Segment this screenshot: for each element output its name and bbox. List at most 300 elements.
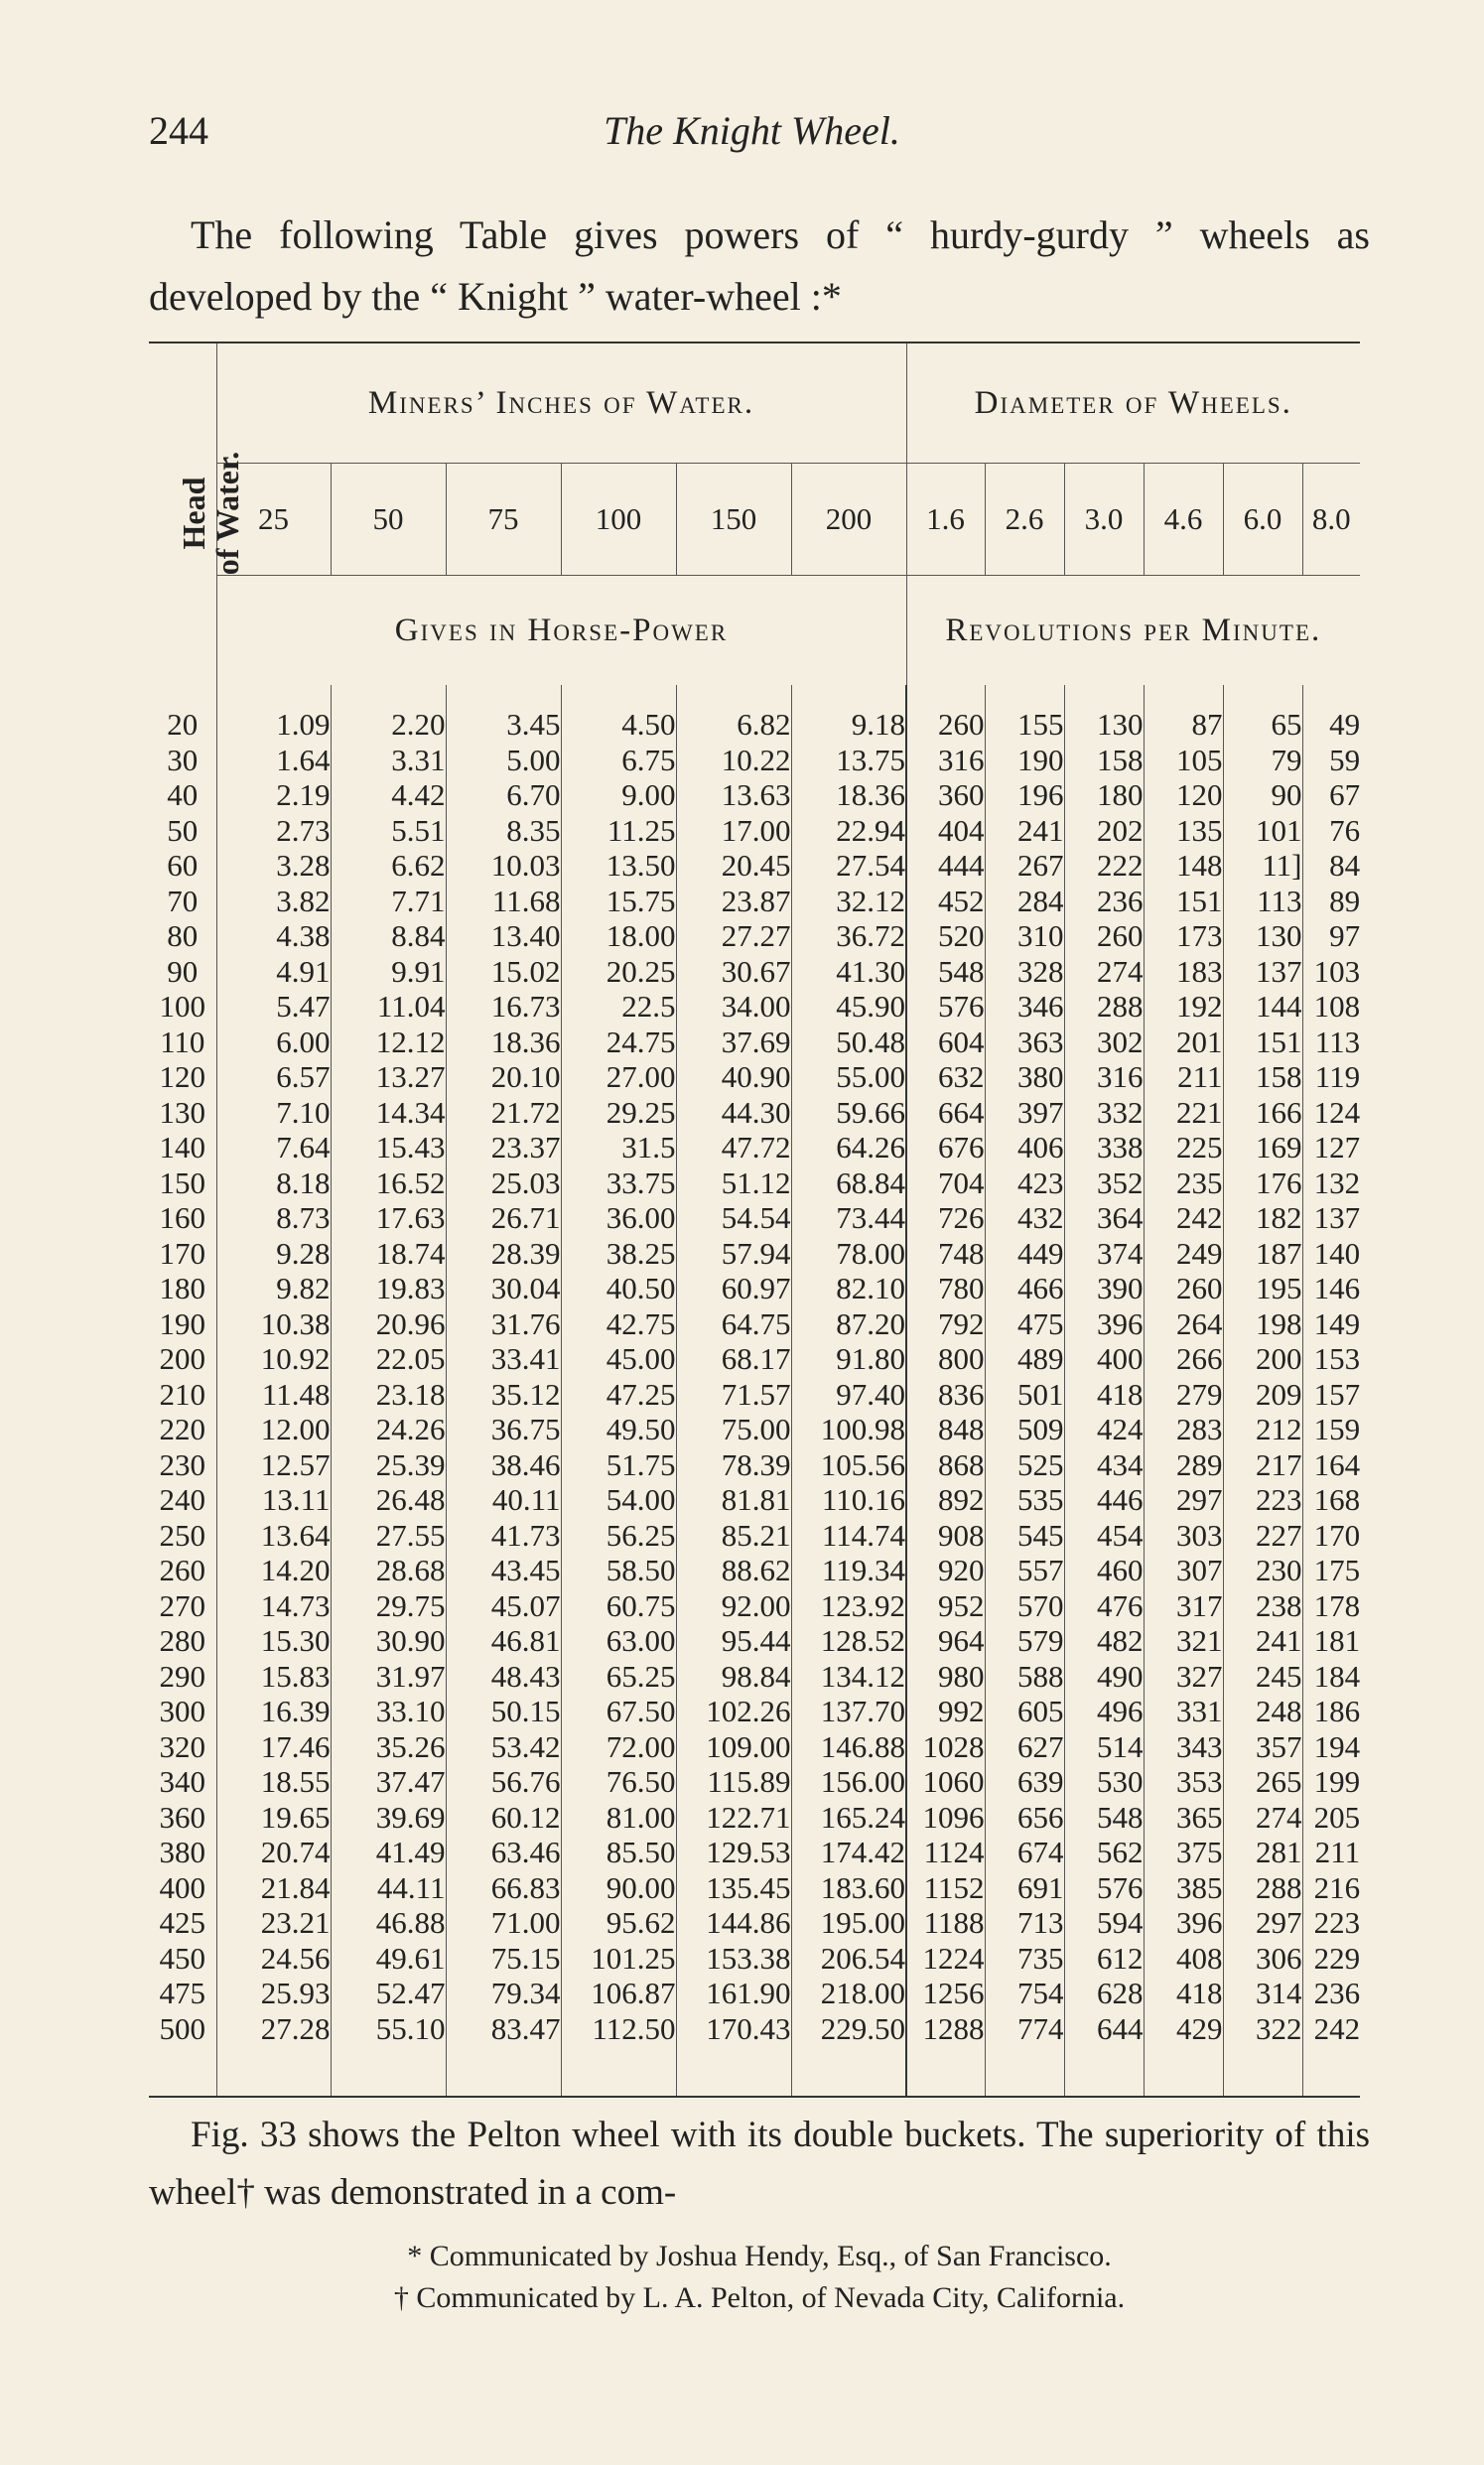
horse-power-cell: 16.52 [331, 1165, 446, 1201]
table-row [149, 989, 1360, 1025]
revolutions-cell: 201 [1144, 1025, 1223, 1060]
revolutions-cell: 332 [1064, 1095, 1144, 1131]
horse-power-cell: 134.12 [791, 1659, 906, 1695]
revolutions-cell: 157 [1302, 1377, 1360, 1413]
head-of-water-label: Head of Water. [176, 451, 246, 576]
horse-power-cell: 33.75 [561, 1165, 676, 1201]
horse-power-cell: 22.5 [561, 989, 676, 1025]
revolutions-cell: 11] [1223, 848, 1302, 884]
head-cell-value: 200 [159, 1341, 205, 1376]
horse-power-cell: 6.82 [676, 685, 791, 743]
horse-power-cell: 109.00 [676, 1729, 791, 1765]
table-row [149, 918, 1360, 954]
horse-power-cell: 10.38 [216, 1306, 331, 1342]
revolutions-cell: 691 [985, 1870, 1064, 1906]
diameter-col-3-header: 4.6 [1144, 464, 1223, 576]
revolutions-cell: 297 [1144, 1482, 1223, 1518]
table-row [149, 1306, 1360, 1342]
horse-power-cell: 5.47 [216, 989, 331, 1025]
horse-power-cell: 18.36 [791, 777, 906, 813]
revolutions-cell: 868 [906, 1447, 985, 1483]
revolutions-cell: 780 [906, 1271, 985, 1306]
revolutions-cell: 65 [1223, 685, 1302, 743]
horse-power-cell: 85.21 [676, 1518, 791, 1554]
revolutions-cell: 194 [1302, 1729, 1360, 1765]
revolutions-cell: 579 [985, 1623, 1064, 1659]
revolutions-cell: 1028 [906, 1729, 985, 1765]
horse-power-cell: 81.81 [676, 1482, 791, 1518]
revolutions-cell: 343 [1144, 1729, 1223, 1765]
horse-power-cell: 135.45 [676, 1870, 791, 1906]
revolutions-cell: 548 [1064, 1800, 1144, 1836]
revolutions-cell: 674 [985, 1835, 1064, 1870]
revolutions-cell: 446 [1064, 1482, 1144, 1518]
revolutions-cell: 103 [1302, 954, 1360, 990]
footnotes [149, 2236, 1370, 2319]
horse-power-cell: 78.00 [791, 1236, 906, 1272]
horse-power-cell: 12.00 [216, 1412, 331, 1447]
revolutions-cell: 209 [1223, 1377, 1302, 1413]
head-cell-value: 180 [159, 1271, 205, 1305]
horse-power-cell: 170.43 [676, 2011, 791, 2098]
revolutions-cell: 466 [985, 1271, 1064, 1306]
horse-power-cell: 40.50 [561, 1271, 676, 1306]
horse-power-cell: 11.68 [446, 884, 561, 919]
head-cell-value: 50 [167, 812, 199, 848]
revolutions-cell: 605 [985, 1694, 1064, 1729]
horse-power-cell: 57.94 [676, 1236, 791, 1272]
horse-power-cell: 17.00 [676, 813, 791, 849]
revolutions-cell: 404 [906, 813, 985, 849]
horse-power-cell: 30.90 [331, 1623, 446, 1659]
horse-power-cell: 16.39 [216, 1694, 331, 1729]
horse-power-cell: 22.94 [791, 813, 906, 849]
revolutions-cell: 588 [985, 1659, 1064, 1695]
horse-power-cell: 60.12 [446, 1800, 561, 1836]
head-cell-value: 475 [159, 1976, 205, 2010]
revolutions-header: Revolutions per Minute. [906, 576, 1360, 686]
horse-power-cell: 12.12 [331, 1025, 446, 1060]
revolutions-cell: 331 [1144, 1694, 1223, 1729]
revolutions-cell: 726 [906, 1200, 985, 1236]
table-row [149, 1341, 1360, 1377]
horse-power-cell: 105.56 [791, 1447, 906, 1483]
power-table-wrap [149, 342, 1360, 2098]
horse-power-cell: 23.87 [676, 884, 791, 919]
horse-power-cell: 13.63 [676, 777, 791, 813]
table-row [149, 1236, 1360, 1272]
horse-power-cell: 59.66 [791, 1095, 906, 1131]
revolutions-cell: 230 [1223, 1553, 1302, 1588]
revolutions-cell: 676 [906, 1130, 985, 1165]
horse-power-cell: 3.31 [331, 743, 446, 778]
revolutions-cell: 612 [1064, 1941, 1144, 1977]
horse-power-cell: 4.50 [561, 685, 676, 743]
revolutions-cell: 164 [1302, 1447, 1360, 1483]
table-row [149, 1729, 1360, 1765]
revolutions-cell: 176 [1223, 1165, 1302, 1201]
revolutions-cell: 514 [1064, 1729, 1144, 1765]
revolutions-cell: 992 [906, 1694, 985, 1729]
revolutions-cell: 283 [1144, 1412, 1223, 1447]
horse-power-cell: 4.42 [331, 777, 446, 813]
revolutions-cell: 307 [1144, 1553, 1223, 1588]
column-subheader-row [149, 464, 1360, 576]
miners-col-2-header: 75 [446, 464, 561, 576]
revolutions-cell: 501 [985, 1377, 1064, 1413]
horse-power-cell: 20.25 [561, 954, 676, 990]
horse-power-cell: 32.12 [791, 884, 906, 919]
revolutions-cell: 424 [1064, 1412, 1144, 1447]
horse-power-cell: 26.48 [331, 1482, 446, 1518]
horse-power-cell: 13.27 [331, 1059, 446, 1095]
horse-power-cell: 6.00 [216, 1025, 331, 1060]
table-row [149, 1870, 1360, 1906]
horse-power-cell: 38.46 [446, 1447, 561, 1483]
horse-power-cell: 18.55 [216, 1764, 331, 1800]
horse-power-cell: 23.37 [446, 1130, 561, 1165]
revolutions-cell: 327 [1144, 1659, 1223, 1695]
head-cell-value: 320 [159, 1728, 205, 1764]
diameter-col-1-header: 2.6 [985, 464, 1064, 576]
revolutions-cell: 656 [985, 1800, 1064, 1836]
horse-power-cell: 45.00 [561, 1341, 676, 1377]
revolutions-cell: 235 [1144, 1165, 1223, 1201]
horse-power-cell: 29.75 [331, 1588, 446, 1624]
horse-power-cell: 21.72 [446, 1095, 561, 1131]
revolutions-cell: 260 [1144, 1271, 1223, 1306]
horse-power-cell: 87.20 [791, 1306, 906, 1342]
horse-power-cell: 9.82 [216, 1271, 331, 1306]
revolutions-cell: 190 [985, 743, 1064, 778]
revolutions-cell: 632 [906, 1059, 985, 1095]
horse-power-cell: 1.64 [216, 743, 331, 778]
miners-col-1-header: 50 [331, 464, 446, 576]
horse-power-cell: 15.75 [561, 884, 676, 919]
horse-power-cell: 51.12 [676, 1165, 791, 1201]
horse-power-cell: 100.98 [791, 1412, 906, 1447]
horse-power-cell: 47.25 [561, 1377, 676, 1413]
table-row [149, 1941, 1360, 1977]
revolutions-cell: 328 [985, 954, 1064, 990]
horse-power-cell: 106.87 [561, 1976, 676, 2011]
revolutions-cell: 265 [1223, 1764, 1302, 1800]
revolutions-cell: 754 [985, 1976, 1064, 2011]
horse-power-cell: 27.54 [791, 848, 906, 884]
horse-power-cell: 2.73 [216, 813, 331, 849]
horse-power-cell: 21.84 [216, 1870, 331, 1906]
revolutions-cell: 594 [1064, 1905, 1144, 1941]
horse-power-cell: 41.30 [791, 954, 906, 990]
horse-power-cell: 45.90 [791, 989, 906, 1025]
horse-power-cell: 98.84 [676, 1659, 791, 1695]
horse-power-cell: 40.11 [446, 1482, 561, 1518]
revolutions-cell: 496 [1064, 1694, 1144, 1729]
revolutions-cell: 267 [985, 848, 1064, 884]
footnote-hendy: * Communicated by Joshua Hendy, Esq., of San Francisco. [407, 2240, 1112, 2272]
horse-power-cell: 9.28 [216, 1236, 331, 1272]
horse-power-cell: 37.47 [331, 1764, 446, 1800]
horse-power-cell: 206.54 [791, 1941, 906, 1977]
revolutions-cell: 264 [1144, 1306, 1223, 1342]
horse-power-cell: 31.5 [561, 1130, 676, 1165]
revolutions-cell: 375 [1144, 1835, 1223, 1870]
head-cell-value: 120 [159, 1059, 205, 1094]
power-table [149, 342, 1360, 2098]
horse-power-cell: 75.15 [446, 1941, 561, 1977]
horse-power-cell: 50.48 [791, 1025, 906, 1060]
horse-power-cell: 91.80 [791, 1341, 906, 1377]
footnote-pelton: † Communicated by L. A. Pelton, of Nevada City, California. [393, 2281, 1126, 2314]
revolutions-cell: 352 [1064, 1165, 1144, 1201]
horse-power-cell: 13.75 [791, 743, 906, 778]
horse-power-cell: 14.73 [216, 1588, 331, 1624]
horse-power-cell: 156.00 [791, 1764, 906, 1800]
table-row [149, 1764, 1360, 1800]
horse-power-cell: 95.62 [561, 1905, 676, 1941]
horse-power-cell: 25.93 [216, 1976, 331, 2011]
revolutions-cell: 166 [1223, 1095, 1302, 1131]
revolutions-cell: 183 [1144, 954, 1223, 990]
revolutions-cell: 639 [985, 1764, 1064, 1800]
horse-power-cell: 20.74 [216, 1835, 331, 1870]
revolutions-cell: 302 [1064, 1025, 1144, 1060]
horse-power-cell: 28.68 [331, 1553, 446, 1588]
table-row [149, 1025, 1360, 1060]
horse-power-cell: 41.73 [446, 1518, 561, 1554]
horse-power-cell: 6.70 [446, 777, 561, 813]
revolutions-cell: 385 [1144, 1870, 1223, 1906]
horse-power-cell: 20.10 [446, 1059, 561, 1095]
revolutions-cell: 434 [1064, 1447, 1144, 1483]
revolutions-cell: 1060 [906, 1764, 985, 1800]
horse-power-cell: 9.91 [331, 954, 446, 990]
horse-power-cell: 110.16 [791, 1482, 906, 1518]
table-row [149, 1059, 1360, 1095]
horse-power-cell: 82.10 [791, 1271, 906, 1306]
horse-power-cell: 15.30 [216, 1623, 331, 1659]
revolutions-cell: 306 [1223, 1941, 1302, 1977]
horse-power-cell: 3.82 [216, 884, 331, 919]
revolutions-cell: 249 [1144, 1236, 1223, 1272]
horse-power-cell: 4.38 [216, 918, 331, 954]
revolutions-cell: 303 [1144, 1518, 1223, 1554]
table-row [149, 1165, 1360, 1201]
table-row [149, 1447, 1360, 1483]
revolutions-cell: 205 [1302, 1800, 1360, 1836]
revolutions-cell: 525 [985, 1447, 1064, 1483]
revolutions-cell: 288 [1223, 1870, 1302, 1906]
revolutions-cell: 151 [1144, 884, 1223, 919]
revolutions-cell: 509 [985, 1412, 1064, 1447]
revolutions-cell: 418 [1144, 1976, 1223, 2011]
revolutions-cell: 200 [1223, 1341, 1302, 1377]
head-cell-value: 210 [159, 1376, 205, 1412]
table-row [149, 1800, 1360, 1836]
revolutions-cell: 314 [1223, 1976, 1302, 2011]
revolutions-cell: 198 [1223, 1306, 1302, 1342]
head-cell-value: 250 [159, 1517, 205, 1553]
horse-power-cell: 128.52 [791, 1623, 906, 1659]
revolutions-cell: 297 [1223, 1905, 1302, 1941]
revolutions-cell: 920 [906, 1553, 985, 1588]
table-row [149, 813, 1360, 849]
miners-col-3-header: 100 [561, 464, 676, 576]
horse-power-cell: 60.75 [561, 1588, 676, 1624]
horse-power-cell: 19.83 [331, 1271, 446, 1306]
revolutions-cell: 130 [1223, 918, 1302, 954]
revolutions-cell: 137 [1223, 954, 1302, 990]
revolutions-cell: 664 [906, 1095, 985, 1131]
revolutions-cell: 576 [906, 989, 985, 1025]
revolutions-cell: 892 [906, 1482, 985, 1518]
revolutions-cell: 360 [906, 777, 985, 813]
revolutions-cell: 364 [1064, 1200, 1144, 1236]
table-body [149, 685, 1360, 2097]
revolutions-cell: 444 [906, 848, 985, 884]
horse-power-cell: 4.91 [216, 954, 331, 990]
horse-power-cell: 26.71 [446, 1200, 561, 1236]
revolutions-cell: 284 [985, 884, 1064, 919]
head-cell-value: 140 [159, 1130, 205, 1164]
revolutions-cell: 289 [1144, 1447, 1223, 1483]
horse-power-cell: 161.90 [676, 1976, 791, 2011]
horse-power-cell: 73.44 [791, 1200, 906, 1236]
horse-power-cell: 75.00 [676, 1412, 791, 1447]
revolutions-cell: 108 [1302, 989, 1360, 1025]
revolutions-cell: 178 [1302, 1588, 1360, 1624]
horse-power-cell: 18.36 [446, 1025, 561, 1060]
revolutions-cell: 432 [985, 1200, 1064, 1236]
revolutions-cell: 548 [906, 954, 985, 990]
revolutions-cell: 202 [1064, 813, 1144, 849]
revolutions-cell: 67 [1302, 777, 1360, 813]
horse-power-header: Gives in Horse-Power [216, 576, 906, 686]
horse-power-cell: 15.43 [331, 1130, 446, 1165]
head-cell-value: 80 [167, 918, 199, 953]
revolutions-cell: 187 [1223, 1236, 1302, 1272]
revolutions-cell: 449 [985, 1236, 1064, 1272]
revolutions-cell: 101 [1223, 813, 1302, 849]
revolutions-cell: 173 [1144, 918, 1223, 954]
revolutions-cell: 454 [1064, 1518, 1144, 1554]
horse-power-cell: 218.00 [791, 1976, 906, 2011]
horse-power-cell: 2.19 [216, 777, 331, 813]
horse-power-cell: 15.83 [216, 1659, 331, 1695]
horse-power-cell: 101.25 [561, 1941, 676, 1977]
horse-power-cell: 49.61 [331, 1941, 446, 1977]
revolutions-cell: 423 [985, 1165, 1064, 1201]
table-row [149, 1130, 1360, 1165]
table-row [149, 1905, 1360, 1941]
table-row [149, 1095, 1360, 1131]
head-cell-value: 30 [167, 742, 199, 777]
horse-power-cell: 5.00 [446, 743, 561, 778]
revolutions-cell: 321 [1144, 1623, 1223, 1659]
revolutions-cell: 490 [1064, 1659, 1144, 1695]
revolutions-cell: 274 [1223, 1800, 1302, 1836]
horse-power-cell: 44.11 [331, 1870, 446, 1906]
revolutions-cell: 84 [1302, 848, 1360, 884]
horse-power-cell: 20.45 [676, 848, 791, 884]
revolutions-cell: 429 [1144, 2011, 1223, 2098]
revolutions-cell: 170 [1302, 1518, 1360, 1554]
diameter-col-5-header: 8.0 [1302, 464, 1360, 576]
table-row [149, 884, 1360, 919]
horse-power-cell: 35.26 [331, 1729, 446, 1765]
revolutions-cell: 76 [1302, 813, 1360, 849]
horse-power-cell: 146.88 [791, 1729, 906, 1765]
horse-power-cell: 129.53 [676, 1835, 791, 1870]
head-cell-value: 290 [159, 1658, 205, 1694]
revolutions-cell: 59 [1302, 743, 1360, 778]
horse-power-cell: 174.42 [791, 1835, 906, 1870]
horse-power-cell: 49.50 [561, 1412, 676, 1447]
tail-text: Fig. 33 shows the Pelton wheel with its double buckets. The superiority of this wheel† was demonstrated in a com- [149, 2115, 1370, 2213]
revolutions-cell: 120 [1144, 777, 1223, 813]
horse-power-cell: 8.35 [446, 813, 561, 849]
table-row [149, 1377, 1360, 1413]
horse-power-cell: 14.20 [216, 1553, 331, 1588]
head-cell-value: 270 [159, 1587, 205, 1623]
revolutions-cell: 175 [1302, 1553, 1360, 1588]
revolutions-cell: 346 [985, 989, 1064, 1025]
revolutions-cell: 192 [1144, 989, 1223, 1025]
revolutions-cell: 1288 [906, 2011, 985, 2098]
revolutions-cell: 322 [1223, 2011, 1302, 2098]
horse-power-cell: 10.03 [446, 848, 561, 884]
head-cell-value: 360 [159, 1799, 205, 1835]
head-cell-value: 160 [159, 1200, 205, 1235]
horse-power-cell: 183.60 [791, 1870, 906, 1906]
horse-power-cell: 71.57 [676, 1377, 791, 1413]
revolutions-cell: 452 [906, 884, 985, 919]
horse-power-cell: 25.03 [446, 1165, 561, 1201]
revolutions-cell: 236 [1302, 1976, 1360, 2011]
head-cell-value: 260 [159, 1553, 205, 1587]
revolutions-cell: 151 [1223, 1025, 1302, 1060]
revolutions-cell: 628 [1064, 1976, 1144, 2011]
head-cell-value: 340 [159, 1764, 205, 1799]
horse-power-cell: 24.26 [331, 1412, 446, 1447]
head-cell-value: 100 [159, 989, 205, 1024]
revolutions-cell: 535 [985, 1482, 1064, 1518]
revolutions-cell: 397 [985, 1095, 1064, 1131]
revolutions-cell: 168 [1302, 1482, 1360, 1518]
revolutions-cell: 238 [1223, 1588, 1302, 1624]
revolutions-cell: 704 [906, 1165, 985, 1201]
revolutions-cell: 353 [1144, 1764, 1223, 1800]
revolutions-cell: 482 [1064, 1623, 1144, 1659]
horse-power-cell: 36.00 [561, 1200, 676, 1236]
head-cell-value: 60 [167, 848, 199, 883]
head-cell-value: 380 [159, 1835, 205, 1869]
revolutions-cell: 735 [985, 1941, 1064, 1977]
horse-power-cell: 27.27 [676, 918, 791, 954]
revolutions-cell: 530 [1064, 1764, 1144, 1800]
revolutions-cell: 79 [1223, 743, 1302, 778]
revolutions-cell: 1256 [906, 1976, 985, 2011]
revolutions-cell: 774 [985, 2011, 1064, 2098]
table-row [149, 1482, 1360, 1518]
revolutions-cell: 357 [1223, 1729, 1302, 1765]
revolutions-cell: 274 [1064, 954, 1144, 990]
revolutions-cell: 135 [1144, 813, 1223, 849]
horse-power-cell: 13.64 [216, 1518, 331, 1554]
revolutions-cell: 520 [906, 918, 985, 954]
horse-power-cell: 76.50 [561, 1764, 676, 1800]
revolutions-cell: 184 [1302, 1659, 1360, 1695]
